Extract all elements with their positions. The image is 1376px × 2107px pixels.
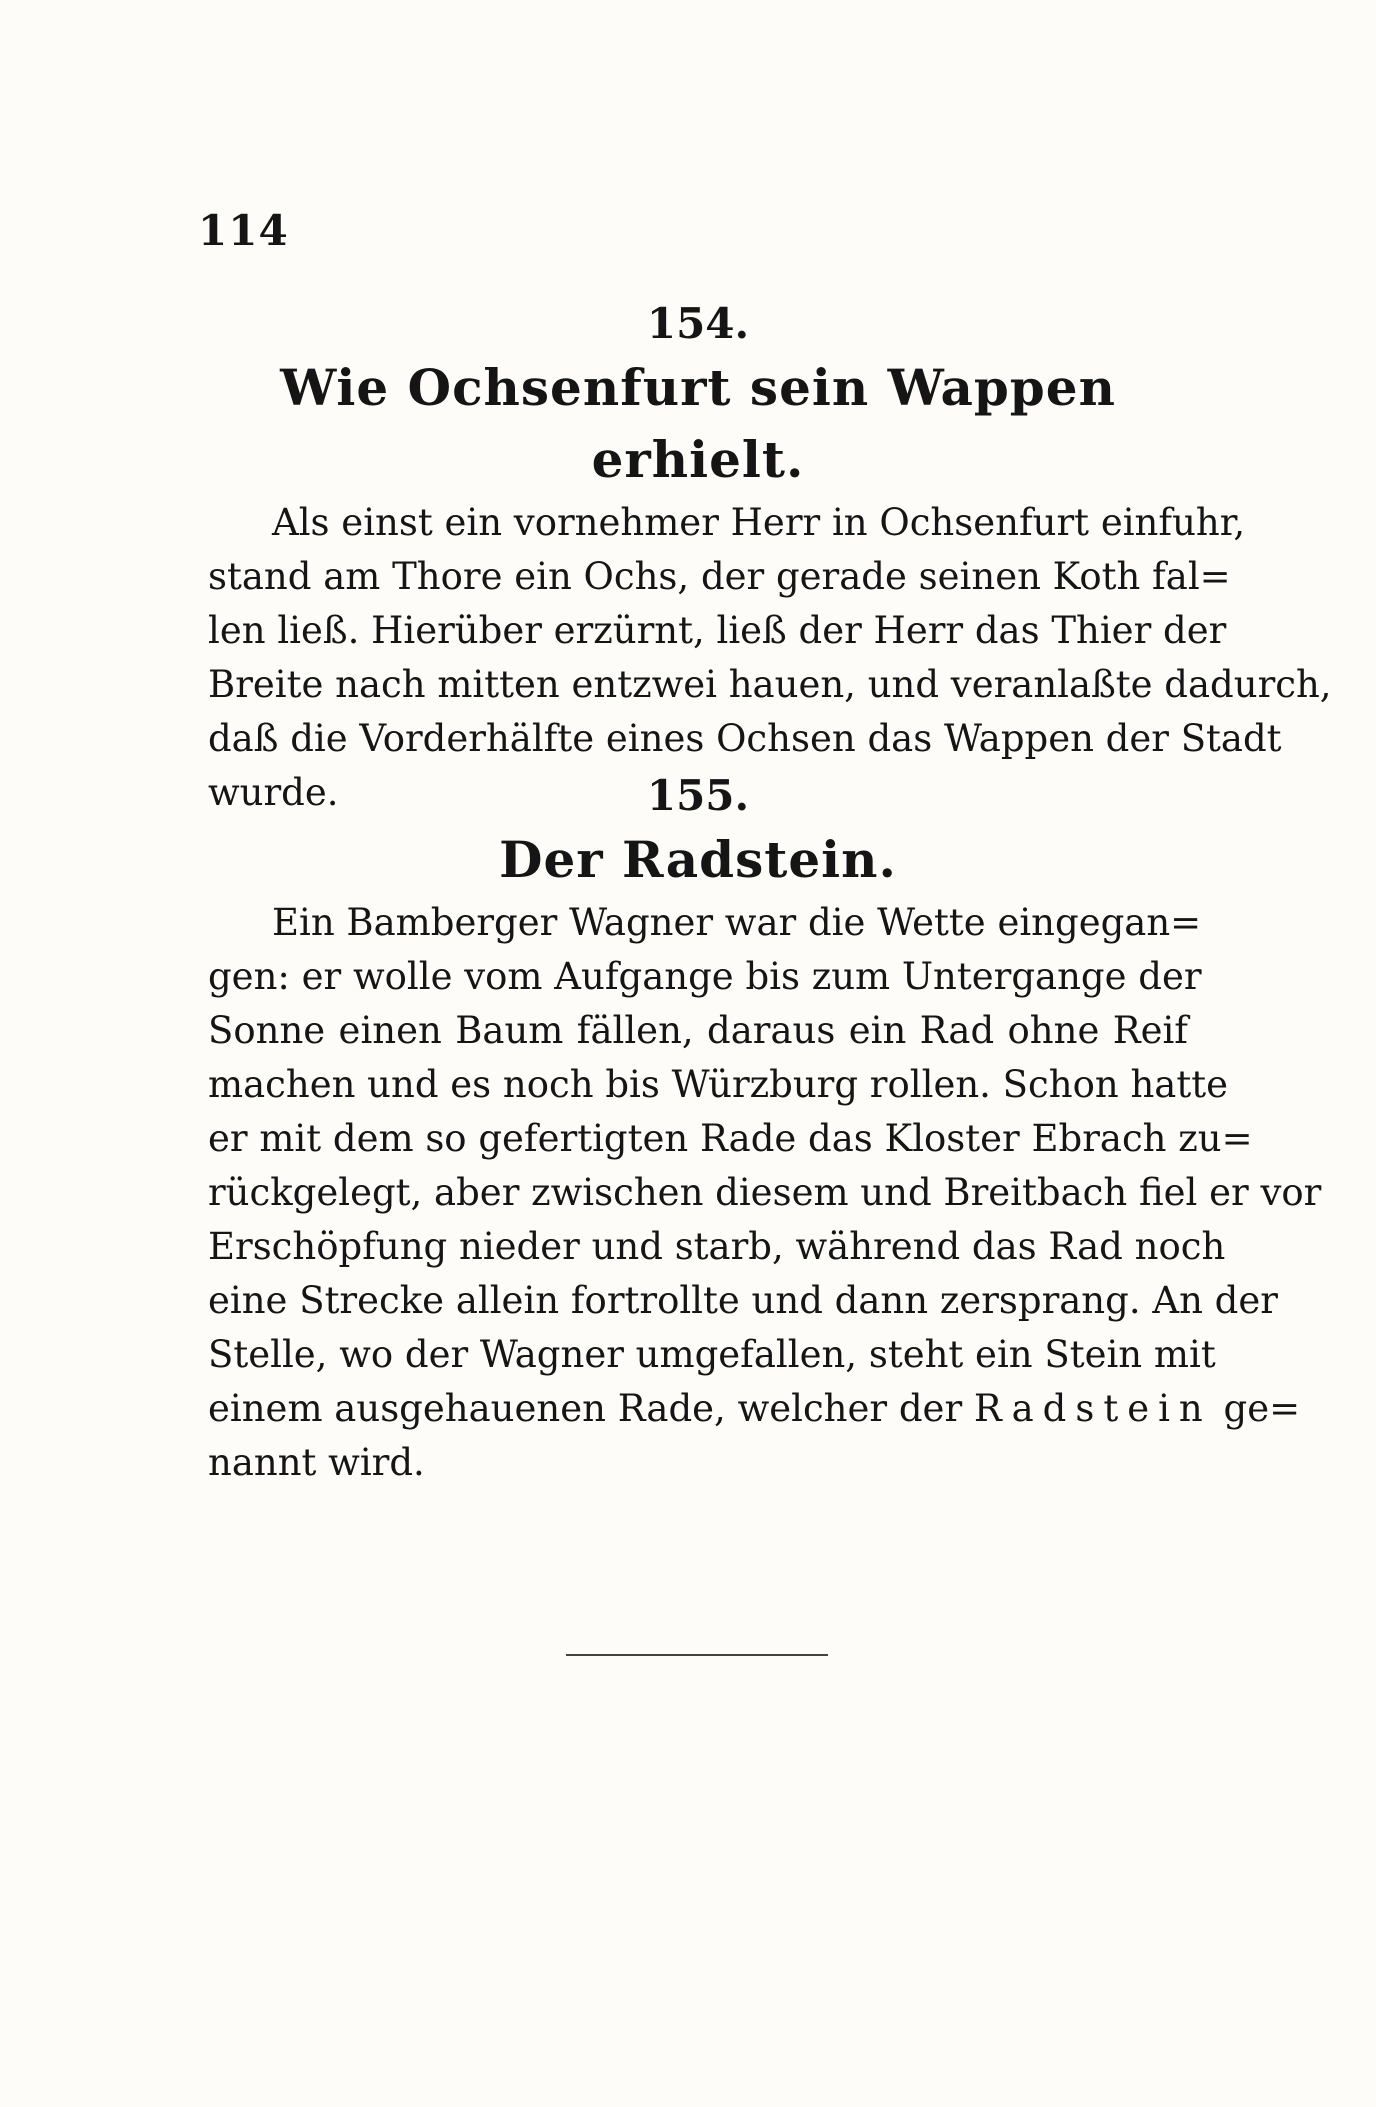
- text-line: Ein Bamberger Wagner war die Wette eingegan=: [272, 901, 1202, 944]
- section-body: [208, 896, 1322, 1490]
- text-line: er mit dem so gefertigten Rade das Kloster Ebrach zu=: [208, 1117, 1253, 1160]
- text-line: eine Strecke allein fortrollte und dann zersprang. An der: [208, 1279, 1278, 1322]
- text-line: stand am Thore ein Ochs, der gerade seinen Koth fal=: [208, 555, 1231, 598]
- text-line: Als einst ein vornehmer Herr in Ochsenfurt einfuhr,: [272, 501, 1246, 544]
- text-line: daß die Vorderhälfte eines Ochsen das Wappen der Stadt: [208, 717, 1282, 760]
- text-line: rückgelegt, aber zwischen diesem und Breitbach fiel er vor: [208, 1171, 1322, 1214]
- section-number: 154.: [646, 299, 750, 348]
- text-line: wurde.: [208, 771, 339, 814]
- text-line: [208, 1382, 1301, 1436]
- section-155: [208, 768, 1322, 1490]
- section-154: [208, 296, 1332, 820]
- text-line: nannt wird.: [208, 1441, 425, 1484]
- page-number: 114: [198, 206, 289, 255]
- text-line: machen und es noch bis Würzburg rollen. Schon hatte: [208, 1063, 1228, 1106]
- spaced-emphasis: Radstein: [973, 1387, 1212, 1430]
- text-line: Stelle, wo der Wagner umgefallen, steht ein Stein mit: [208, 1333, 1216, 1376]
- section-title: Der Radstein.: [499, 830, 897, 889]
- text-line: gen: er wolle vom Aufgange bis zum Untergange der: [208, 955, 1202, 998]
- text-segment: einem ausgehauenen Rade, welcher der: [208, 1387, 974, 1430]
- text-segment: ge=: [1211, 1387, 1301, 1430]
- section-number: 155.: [646, 771, 750, 820]
- text-line: Breite nach mitten entzwei hauen, und veranlaßte dadurch,: [208, 663, 1332, 706]
- end-rule: [566, 1654, 828, 1656]
- section-title: Wie Ochsenfurt sein Wappen erhielt.: [280, 358, 1116, 489]
- text-line: Sonne einen Baum fällen, daraus ein Rad ohne Reif: [208, 1009, 1188, 1052]
- text-line: len ließ. Hierüber erzürnt, ließ der Herr das Thier der: [208, 609, 1227, 652]
- text-line: Erschöpfung nieder und starb, während das Rad noch: [208, 1225, 1226, 1268]
